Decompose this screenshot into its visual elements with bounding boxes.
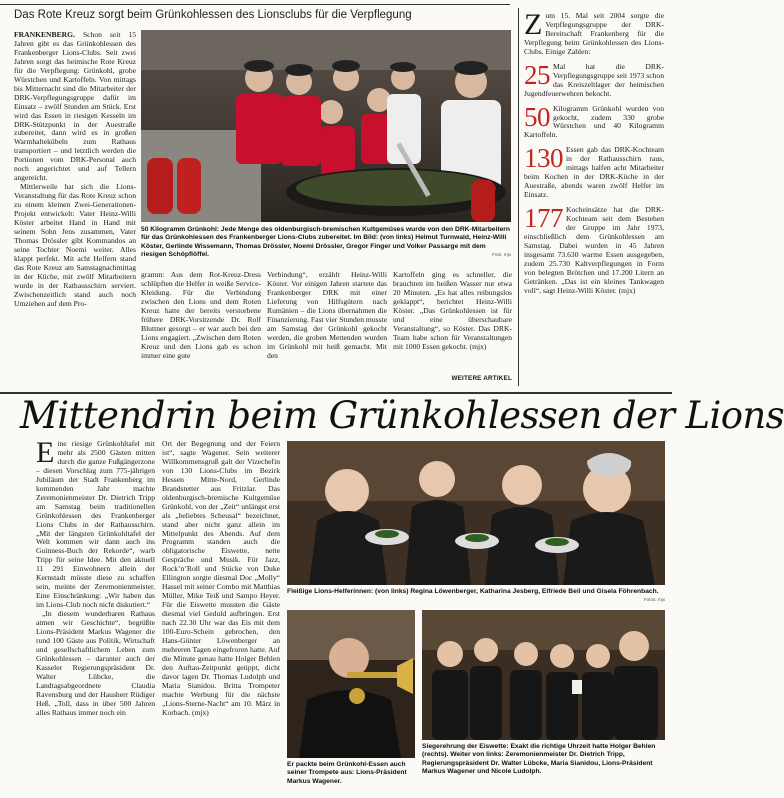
winners-illustration	[422, 610, 665, 740]
main-col2-text: Ort der Begegnung und der Feiern ist“, sagte Wagener. Sein weiterer Willkommensgruß galt der Vizechefin von 130 Lions-Clubs im Bezirk Hessen Mitte-Nord, Gerlinde Brandstetter aus Fritzlar. Das oldenburgisch-bremische Kultgemüse Grünkohl, von der „Zeit“ unlängst erst als „beliebtes Scheusal“ bezeichnet, stand aber nicht ganz allein im Mittelpunkt des Abends. Auf dem Programm standen auch die obligatorische Eiswette, nette Gespräche und Musik. Für Jazz, Rock’n’Roll und Stücke von Duke Ellington sorgte diesmal Doc „Molly“ Hassel mit seiner Combo mit Matthias Müller, Mike Teiß und Sampo Heyer. Für die Eiswette mussten die Gäste diesmal viel Geduld aufbringen. Erst nach 22.30 Uhr war das Eis mit dem 100-Euro-Schein gebrochen, den Hans-Günter Löwenberger an mehreren Tagen eingefroren hatte. Auf die Minute genau hatte Holger Behlen den Auftau-Zeitpunkt getippt, dicht davor lagen Dr. Thomas Ludolph und Maria Sianidou. Britta Trompeter machte Werbung für die nächste „Lions-Sterne-Nacht“ am 10. März in Korbach. (mjx)	[162, 439, 280, 717]
main-col1-p1: ine riesige Grünkohltafel mit mehr als 2500 Gästen mitten durch die ganze Fußgängerzone – diesen Vorschlag zum 775-jährigen Jubiläum der Stadt Frankenberg im kommenden Jahr machte Zeremonienmeister Dr. Dietrich Tripp am Samstag beim traditionellen Grünkohlessen des Frankenberger Lions Clubs in der Rathausschirn. „Mit der längsten Grünkohltafel der Welt kommen wir dann auch ins Guinness-Buch der Rekorde“, warb Tripp für seine Idee. Mit den aktuell 11 291 Einwohnern allein der Kernstadt müsste diese zu schaffen sein, meinte der Zeremonienmeister. Eine Einschränkung: „Wir haben das im Lions-Club noch nicht diskutiert.“	[36, 439, 155, 610]
top-column-3	[267, 271, 387, 383]
fact-number: 50	[524, 101, 550, 132]
fact-number: 130	[524, 143, 563, 174]
fact-number: 177	[524, 203, 563, 234]
main-headline: Mittendrin beim Grünkohlessen der Lions	[20, 394, 784, 437]
fact-text: Mal hat die DRK-Verpflegungsgruppe seit 1973 schon das Kreiszeltlager der heimischen Jugendfeuerwehren bekocht.	[524, 61, 664, 98]
kitchen-team-illustration	[141, 30, 511, 222]
helpers-illustration	[287, 441, 665, 585]
fact-text: Kilogramm Grünkohl wurden von gekocht, zudem 330 grobe Würstchen und 40 Kilogramm Kartoffeln.	[524, 103, 664, 140]
top-photo-caption	[141, 226, 511, 268]
eiswette-caption	[422, 743, 665, 795]
top-col3-text: Verbindung“, erzählt Heinz-Willi Köster. Vor einigen Jahren startete das Frankenberger DRK mit einer Lieferung von Hilfsgütern nach Rumänien – die Lions übernahmen die Finanzierung. Fast vier Stunden musste am Samstag der Grünkohl gekocht werden, die groben Mettenden wurden im Grünkohl mit heiß gemacht. Mit den	[267, 270, 388, 360]
top-photo-drk-kitchen	[141, 30, 511, 222]
main-col1-p2: „In diesem wunderbaren Rathaus atmen wir Geschichte“, begrüßte Lions-Präsident Markus Wagener die rund 100 Gäste aus Politik, Wirtschaft und gesellschaftlichem Leben zum Grünkohlessen – darunter auch der Kasseler Regierungspräsident Dr. Walter Lübcke, die Landtagsabgeordnete Claudia Ravensburg und der Hausherr Rüdiger Heß. „Toll, dass in über 500 Jahren alles Rathaus immer noch ein	[36, 609, 155, 717]
top-col1-p2: Mittlerweile hat sich die Lions-Veranstaltung für das Rote Kreuz schon zu einem kleinen Zwei-Generationen-Projekt entwickelt: Vater Heinz-Willi Köster arbeitet Hand in Hand mit seinem Sohn Jens zusammen, Vater Thomas Drössler gibt Kommandos an seine Tochter Noemi weiter. Alles klappt perfekt. Mit acht Helfern stand das Rote Kreuz am Samstagnachmittag in der Küche, mit zwölf Mitarbeitern wurde in der Rathausschirn serviert. Zwischenzeitlich stand auch noch Umziehen auf dem Pro-	[14, 182, 136, 308]
photo-lions-helpers	[287, 441, 665, 585]
photo-trumpet-player	[287, 610, 415, 758]
fact-text: Essen gab das DRK-Kochteam in der Rathausschirn raus, mittags halfen acht Mitarbeiter beim Kochen in der DRK-Küche in der Auestraße, abends waren zwölf Helfer im Einsatz.	[524, 145, 664, 200]
sidebar-facts	[524, 8, 664, 384]
helpers-caption-text: Fleißige Lions-Helferinnen: (von links) Regina Löwenberger, Katharina Jesberg, Elfriede Beil und Gisela Föhrenbach.	[287, 588, 659, 595]
fact-item	[524, 59, 664, 99]
sidebar-intro: um 15. Mal seit 2004 sorgte die Verpflegungsgruppe der DRK-Bereitschaft Frankenberg für die Verpflegung beim Grünkohlessen des Lions-Clubs. Einige Zahlen:	[524, 11, 664, 56]
top-column-4	[393, 271, 512, 375]
fact-item	[524, 203, 664, 296]
top-col2-text: gramm: Aus dem Rot-Kreuz-Dress schlüpften die Helfer in weiße Service-Kleidung. Für die Verbindung zwischen den Lions und dem Roten Kreuz hatte der bereits verstorbene frühere DRK-Vorsitzende Dr. Rolf Bluttner gesorgt – er war auch bei den Lions engagiert. „Zwischen dem Roten Kreuz und den Lions gab es schon immer eine gute	[141, 270, 261, 360]
trumpet-caption	[287, 761, 415, 795]
top-rule	[0, 4, 510, 5]
sidebar-dropcap: Z	[524, 8, 543, 41]
dateline: FRANKENBERG.	[14, 30, 75, 39]
more-articles-link[interactable]: WEITERE ARTIKEL	[451, 375, 512, 382]
top-caption-text: 50 Kilogramm Grünkohl: Jede Menge des oldenburgisch-bremischen Kultgemüses wurde von den DRK-Mitarbeitern für das Grünkohlessen des Frankenberger Lions-Clubs zubereitet. Im Bild: (von links) Helmut Turnwald, Heinz-Willi Köster, Gerlinde Wissemann, Thomas Drössler, Noemi Drössler, Gregor Finger und Volker Passarge mit dem riesigen Schöpflöffel.	[141, 226, 510, 258]
fact-item	[524, 101, 664, 141]
trumpet-caption-text: Er packte beim Grünkohl-Essen auch seiner Trompete aus: Lions-Präsident Markus Wagener.	[287, 761, 407, 785]
top-column-2	[141, 271, 261, 383]
trumpet-illustration	[287, 610, 415, 758]
main-column-2	[162, 440, 280, 792]
top-photo-credit: Foto: mjx	[492, 251, 511, 257]
sidebar-divider	[518, 8, 519, 386]
photos-credit: Fotos: mjx	[643, 597, 665, 603]
main-dropcap: E	[36, 436, 55, 469]
fact-text: Kocheinsätze hat die DRK-Kochteam seit dem Bestehen der Gruppe im Jahr 1973, einschließlich dem Grünkohlessen am Samstag. Dabei wurden in 45 Jahren insgesamt 73.630 warme Essen ausgegeben, zudem 25.730 Kaltverpflegungen in Form von belegten Brötchen und 17.200 Litern an Getränken. „Das ist ein kleines Tankwagen voll“, sagt Heinz-Willi Köster. (mjx)	[524, 205, 664, 295]
eiswette-caption-text: Siegerehrung der Eiswette: Exakt die richtige Uhrzeit hatte Holger Behlen (rechts). Weiter von links: Zeremonienmeister Dr. Dietrich Tripp, Regierungspräsident Dr. Walter Lübcke, Maria Sianidou, Lions-Präsident Markus Wagener und Nicole Ludolph.	[422, 743, 656, 775]
fact-item	[524, 143, 664, 200]
top-column-1	[14, 31, 136, 383]
photo-eiswette-winners	[422, 610, 665, 740]
fact-number: 25	[524, 59, 550, 90]
article-kicker: Das Rote Kreuz sorgt beim Grünkohlessen des Lionsclubs für die Verpflegung	[14, 9, 412, 21]
main-column-1	[36, 436, 155, 792]
helpers-caption	[287, 588, 665, 606]
top-col4-text: Kartoffeln ging es schneller, die brauchten im heißen Wasser nur etwa 20 Minuten. „Es hat alles reibungslos geklappt“, berichtet Heinz-Willi Köster. „Das Grünkohlessen ist für und eine überschaubare Veranstaltung“, so Köster. Das DRK-Team habe schon für Veranstaltungen mit 1000 Essen gekocht. (mjx)	[393, 270, 512, 351]
top-col1-p1: Schon seit 15 Jahren gibt es das Grünkohlessen des Frankenberger Lions-Clubs. Seit zwei Jahren sorgt das heimische Rote Kreuz für die Verpflegung: Grünkohl, grobe Würstchen und Kartoffeln. Von mittags bis Mitternacht sind die Mitarbeiter der DRK-Verpflegungsgruppe dafür im Einsatz – zwölf Stunden am Stück. Erst wird das Essen in riesigen Kesseln im DRK-Stützpunkt in der Auestraße zubereitet, dann wird es in großen Warmhaltekübeln zum Rathaus transportiert – und letztlich werden die Portionen vom DRK-Personal auch noch angerichtet und auf Tellern angereicht.	[14, 30, 136, 183]
